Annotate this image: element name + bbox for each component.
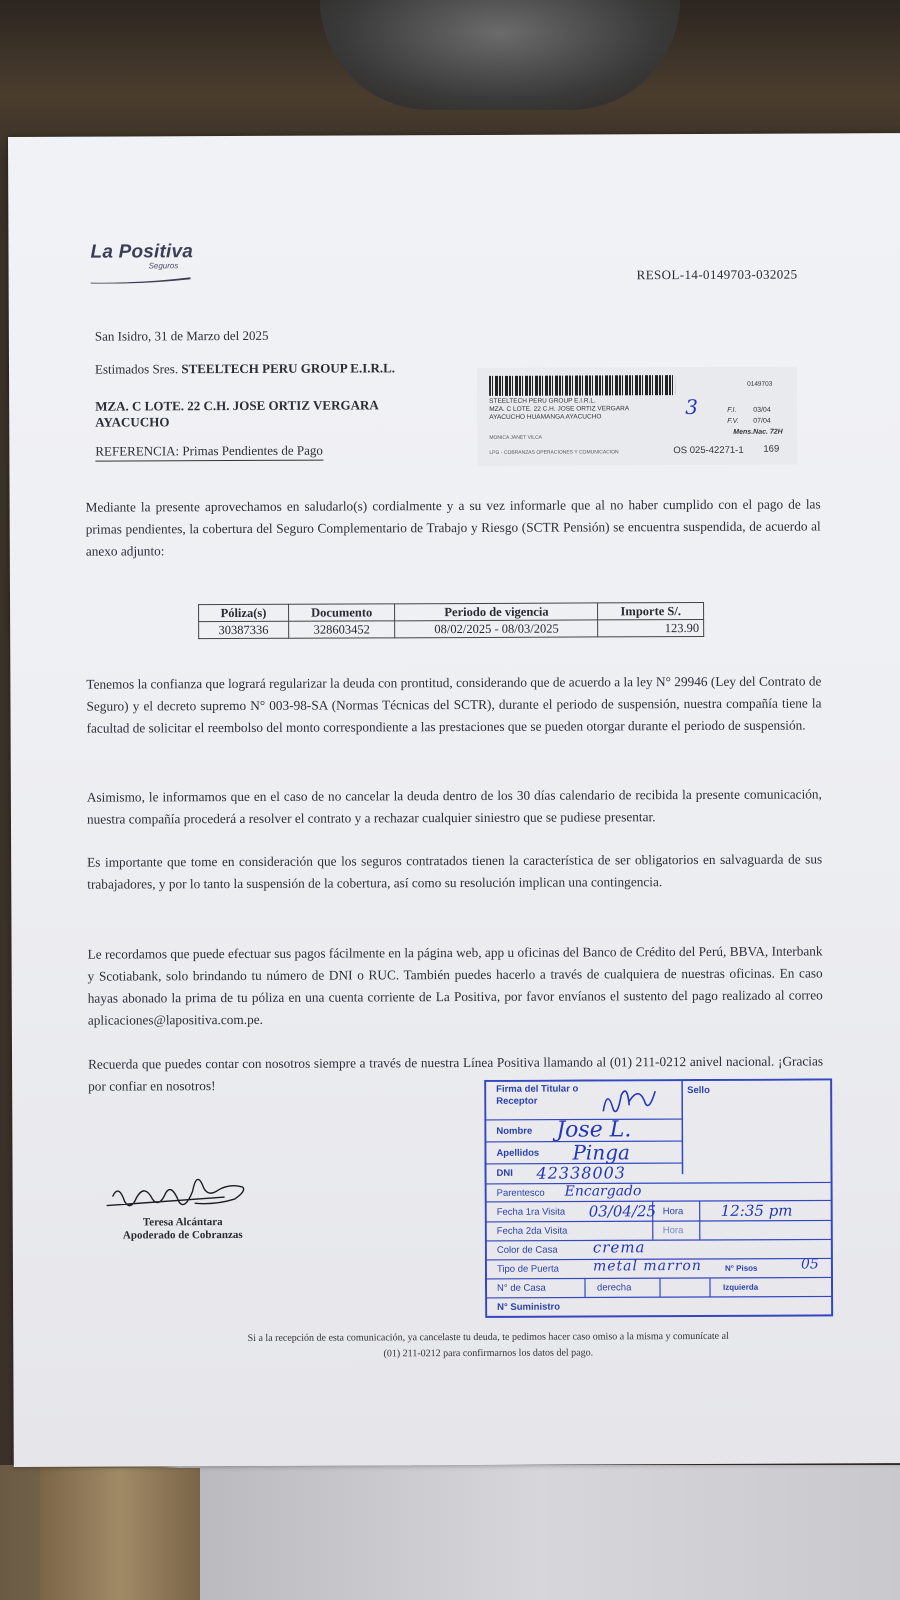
fi-value: 03/04 <box>753 406 771 414</box>
stamp-firma-label: Firma del Titular o Receptor <box>496 1083 579 1107</box>
logo-sub-text: Seguros <box>148 261 179 271</box>
paragraph-2: Tenemos la confianza que logrará regularizar la deuda con prontitud, considerando que de acuerdo a la ley N° 29946 (Ley del Contrato de Seguro) y el decreto supremo N° 003-98-SA (Normas Técnicas del SCTR), durante el periodo de suspensión, nuestra compañía tiene la facultad de solicitar el reembolso del monto correspondiente a las prestaciones que se pueden otorgar durante el periodo de suspensión. <box>86 673 822 736</box>
stamp-parentesco-label: Parentesco <box>496 1187 545 1199</box>
sequence-number: 169 <box>763 443 780 455</box>
label-line-1: STEELTECH PERU GROUP E.I.R.L. <box>489 397 596 405</box>
cell-policy: 30387336 <box>199 621 289 638</box>
stamp-ncasa-label: N° de Casa <box>497 1282 546 1294</box>
stamp-suministro-label: N° Suministro <box>497 1301 561 1313</box>
stamp-fecha2-label: Fecha 2da Visita <box>496 1225 568 1237</box>
handwritten-apellidos: Pinga <box>572 1140 630 1165</box>
table-row <box>199 619 704 638</box>
label-line-3: AYACUCHO HUAMANGA AYACUCHO <box>489 413 602 421</box>
os-number: OS 025-42271-1 <box>673 444 744 457</box>
paragraph-4: Es importante que tome en consideración que los seguros contratados tienen la característica de ser obligatorios en salvaguarda de sus trabajadores, y por lo tanto la suspensión de la cobertura, así como su resolución implican una contingencia. <box>87 851 823 892</box>
signer-name: Teresa Alcántara <box>142 1216 223 1229</box>
place-date: San Isidro, 31 de Marzo del 2025 <box>94 327 269 344</box>
paragraph-5: Le recordamos que puede efectuar sus pagos fácilmente en la página web, app u oficinas del Banco de Crédito del Perú, BBVA, Interbank y Scotiabank, solo brindando tu número de DNI o RUC. También puedes hacerlo a través de cualquiera de nuestras oficinas. En caso hayas abonado la prima de tu póliza en una cuenta corriente de La Positiva, por favor envíanos el sustento del pago realizado al correo aplicaciones@lapositiva.com.pe. <box>87 943 823 1028</box>
handwritten-signature-icon <box>104 1161 254 1222</box>
label-dept: LPG - COBRANZAS OPERACIONES Y COMUNICACION <box>489 449 619 456</box>
header-policy: Póliza(s) <box>199 604 289 621</box>
signer-title: Apoderado de Cobranzas <box>122 1228 243 1242</box>
la-positiva-logo <box>90 241 193 288</box>
greeting <box>95 360 395 377</box>
handwritten-puerta: metal marron <box>592 1257 702 1275</box>
header-period: Periodo de vigencia <box>395 603 598 621</box>
footer-note <box>163 1328 813 1363</box>
stamp-hora1-label: Hora <box>662 1206 684 1218</box>
logo-swoosh-icon <box>91 277 191 283</box>
stamp-hora2-label: Hora <box>662 1225 684 1237</box>
fv-label: F.V. <box>727 417 739 425</box>
barcode <box>489 375 675 396</box>
paragraph-1: Mediante la presente aprovechamos en saludarlo(s) cordialmente y a su vez informarle que al no haber cumplido con el pago de las primas pendientes, la cobertura del Seguro Complementario de Trabajo y Riesgo (SCTR Pensión) se encuentra suspendida, de acuerdo al anexo adjunto: <box>85 496 821 559</box>
envelope-label <box>477 367 797 466</box>
fi-label: F.I. <box>727 406 737 414</box>
stamp-sello-label: Sello <box>687 1084 710 1097</box>
recipient-signature-icon <box>599 1081 669 1117</box>
cell-amount: 123.90 <box>598 619 704 636</box>
address-line-2: AYACUCHO <box>95 414 170 430</box>
footer-line-1: Si a la recepción de esta comunicación, ya cancelaste tu deuda, te pedimos hacer caso omiso a la misma y comunícate al <box>247 1330 729 1344</box>
label-code: 0149703 <box>747 380 773 388</box>
reference-line: REFERENCIA: Primas Pendientes de Pago <box>95 443 323 462</box>
table-header-row <box>199 602 704 621</box>
stamp-color-label: Color de Casa <box>496 1244 558 1256</box>
label-line-2: MZA. C LOTE. 22 C.H. JOSE ORTIZ VERGARA <box>489 405 630 413</box>
delivery-stamp <box>484 1078 835 1320</box>
paragraph-6: Recuerda que puedes contar con nosotros siempre a través de nuestra Línea Positiva llamando al (01) 211-0212 anivel nacional. ¡Gracias por confiar en nosotros! <box>88 1053 824 1094</box>
stamp-izquierda-label: Izquierda <box>723 1282 759 1292</box>
footer-line-2: (01) 211-0212 para confirmarnos los datos del pago. <box>383 1347 594 1360</box>
stamp-derecha-label: derecha <box>597 1282 632 1294</box>
paragraph-3: Asimismo, le informamos que en el caso de no cancelar la deuda dentro de los 30 días calendario de recibida la presente comunicación, nuestra compañía procederá a resolver el contrato y a rechazar cualquier siniestro que se pudiese presentar. <box>86 786 822 827</box>
label-contact: MONICA JANET VILCA <box>489 434 543 441</box>
stamp-pisos-label: N° Pisos <box>724 1263 758 1273</box>
handwritten-parentesco: Encargado <box>564 1183 642 1200</box>
stamp-apellidos-label: Apellidos <box>496 1147 540 1159</box>
header-amount: Importe S/. <box>598 602 704 619</box>
stamp-puerta-label: Tipo de Puerta <box>496 1263 559 1275</box>
service-type: Mens.Nac. 72H <box>733 428 783 436</box>
cell-document: 328603452 <box>288 621 395 638</box>
handwritten-nombre: Jose L. <box>556 1117 632 1143</box>
company-name: STEELTECH PERU GROUP E.I.R.L. <box>181 360 396 377</box>
signer-block <box>113 1216 253 1243</box>
address-line-1: MZA. C LOTE. 22 C.H. JOSE ORTIZ VERGARA <box>95 397 379 414</box>
cell-period: 08/02/2025 - 08/03/2025 <box>395 620 598 638</box>
header-document: Documento <box>288 604 395 621</box>
background-wood <box>40 1468 200 1600</box>
greeting-prefix: Estimados Sres. <box>94 361 179 377</box>
stamp-fecha1-label: Fecha 1ra Visita <box>496 1206 566 1218</box>
fv-value: 07/04 <box>753 417 771 425</box>
letter-page <box>8 133 900 1467</box>
reference-code: RESOL-14-0149703-032025 <box>636 266 798 283</box>
stamp-dni-label: DNI <box>496 1167 513 1179</box>
handwritten-mark: 3 <box>685 394 698 420</box>
stamp-nombre-label: Nombre <box>496 1125 533 1137</box>
handwritten-color: crema <box>592 1238 646 1257</box>
background-object <box>320 0 680 110</box>
debt-table <box>198 602 704 639</box>
handwritten-dni: 42338003 <box>536 1163 627 1183</box>
handwritten-hora1: 12:35 pm <box>720 1201 793 1220</box>
handwritten-fecha1: 03/04/25 <box>588 1202 657 1221</box>
logo-main-text: La Positiva <box>90 241 194 263</box>
handwritten-pisos: 05 <box>800 1256 819 1273</box>
